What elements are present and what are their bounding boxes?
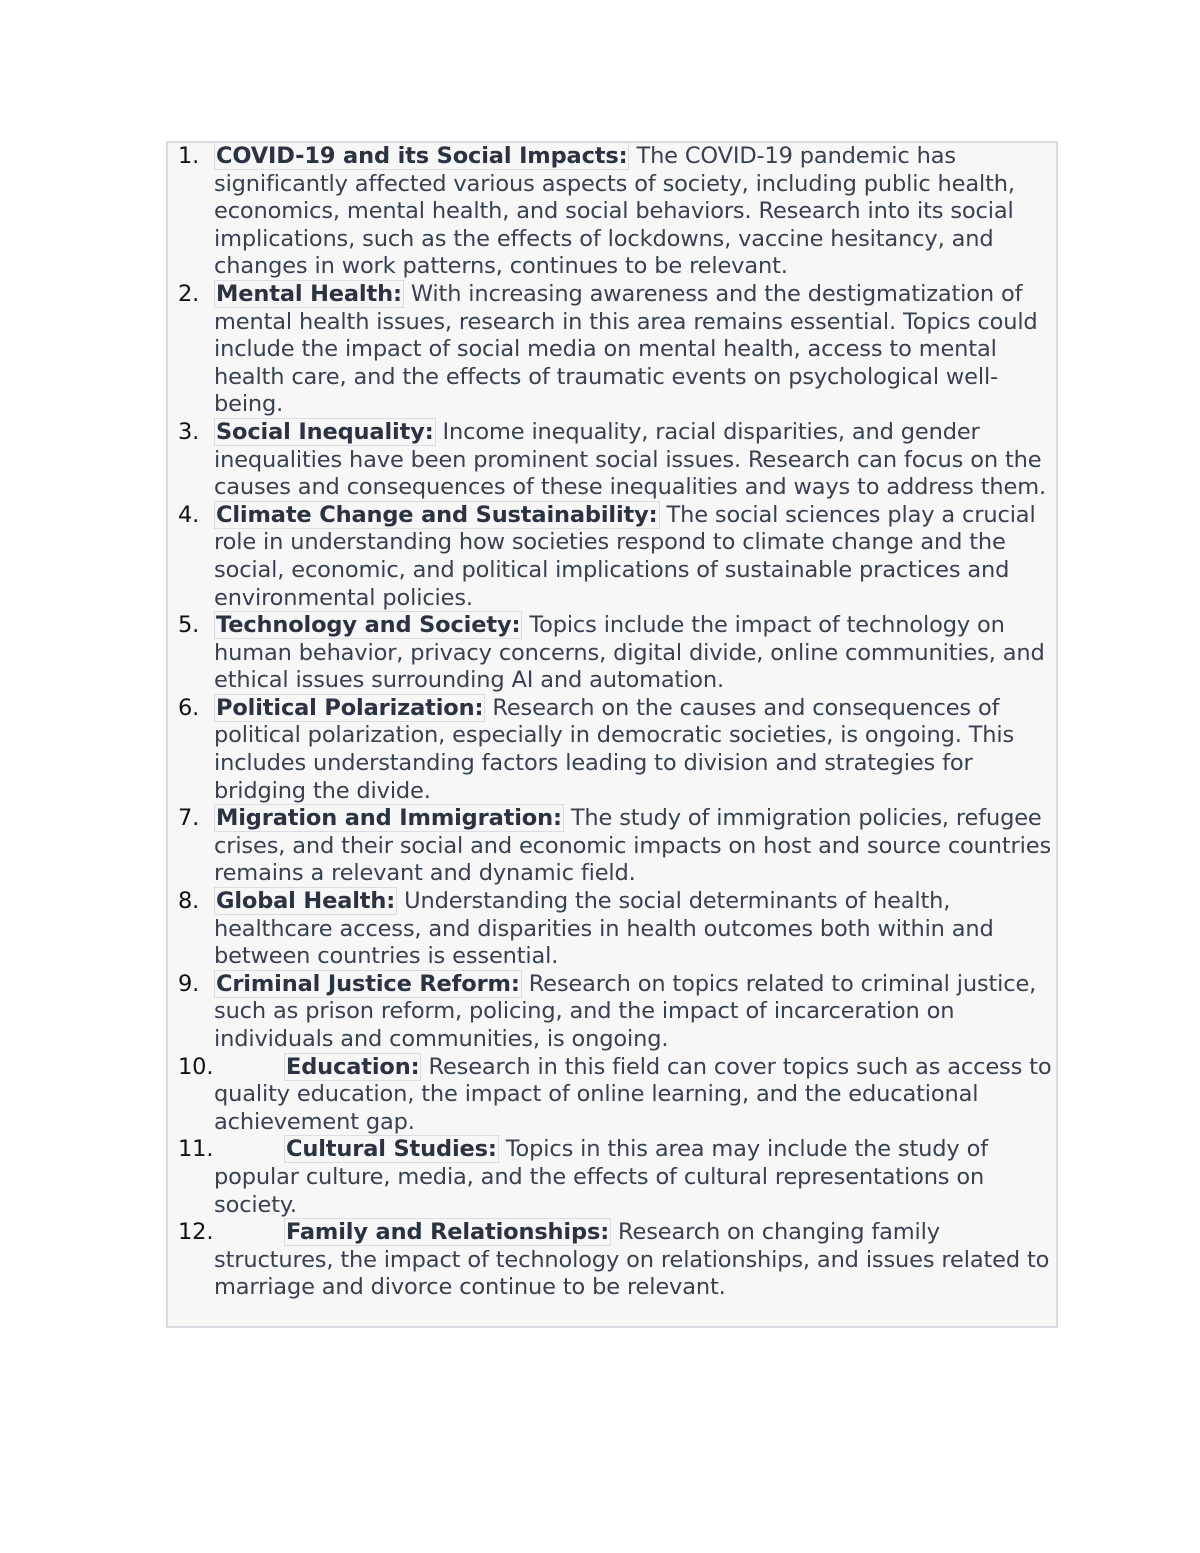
item-number: 4.	[178, 501, 200, 528]
item-text: The COVID-19 pandemic has significantly affected various aspects of society, including public health, economics, mental health, and social behaviors. Research into its social implications, such as the effects of lockdowns, vaccine hesitancy, and changes in work patterns, continues to be relevant.	[214, 143, 1015, 280]
list-item	[178, 805, 1058, 888]
list-item	[178, 1219, 1058, 1302]
item-text: Income inequality, racial disparities, and gender inequalities have been prominent social issues. Research can focus on the causes and consequences of these inequalities and ways to address them.	[214, 418, 1046, 501]
list-item	[178, 1054, 1058, 1137]
item-title: COVID-19 and its Social Impacts:	[216, 143, 628, 169]
item-text: Topics in this area may include the study of popular culture, media, and the effects of cultural representations on society.	[214, 1136, 988, 1218]
item-title: Technology and Society:	[216, 612, 521, 639]
topic-list	[178, 143, 1058, 1302]
item-number: 3.	[178, 418, 200, 445]
item-text: Research on changing family structures, the impact of technology on relationships, and issues related to marriage and divorce continue to be relevant.	[214, 1219, 1050, 1301]
item-text: Understanding the social determinants of health, healthcare access, and disparities in health outcomes both within and between countries is essential.	[214, 888, 994, 970]
list-item	[178, 612, 1058, 695]
item-number: 8.	[178, 888, 200, 915]
item-number: 7.	[178, 805, 200, 832]
list-item	[178, 695, 1058, 805]
list-item	[178, 419, 1058, 502]
item-title: Global Health:	[216, 888, 396, 915]
item-text: With increasing awareness and the destigmatization of mental health issues, research in this area remains essential. Topics could include the impact of social media on mental health, access to mental health care, and the effects of traumatic events on psychological well-being.	[214, 280, 1038, 418]
item-title: Family and Relationships:	[286, 1219, 610, 1246]
item-text: Research in this field can cover topics such as access to quality education, the impact of online learning, and the educational achievement gap.	[214, 1053, 1052, 1135]
item-title: Social Inequality:	[216, 418, 434, 445]
list-item	[178, 143, 1058, 281]
item-number: 2.	[178, 280, 200, 307]
item-text: The study of immigration policies, refugee crises, and their social and economic impacts on host and source countries remains a relevant and dynamic field.	[214, 805, 1052, 887]
item-title: Political Polarization:	[216, 694, 484, 721]
item-number: 11.	[178, 1136, 214, 1163]
item-number: 6.	[178, 694, 200, 721]
item-title: Cultural Studies:	[286, 1136, 497, 1163]
item-title: Migration and Immigration:	[216, 805, 562, 832]
item-text: Research on topics related to criminal justice, such as prison reform, policing, and the impact of incarceration on individuals and communities, is ongoing.	[214, 970, 1037, 1052]
item-title: Mental Health:	[216, 280, 402, 307]
item-number: 1.	[178, 143, 200, 169]
item-number: 12.	[178, 1219, 214, 1246]
item-text: The social sciences play a crucial role in understanding how societies respond to climate change and the social, economic, and political implications of sustainable practices and environmental policies.	[214, 501, 1036, 611]
list-item	[178, 971, 1058, 1054]
item-number: 10.	[178, 1053, 214, 1080]
list-item	[178, 888, 1058, 971]
item-text: Topics include the impact of technology on human behavior, privacy concerns, digital divide, online communities, and ethical issues surrounding AI and automation.	[214, 612, 1045, 694]
list-item	[178, 281, 1058, 419]
document-content-box	[166, 141, 1058, 1328]
item-title: Climate Change and Sustainability:	[216, 501, 658, 528]
item-number: 9.	[178, 970, 200, 997]
item-text: Research on the causes and consequences of political polarization, especially in democratic societies, is ongoing. This includes understanding factors leading to division and strategies for bridging the divide.	[214, 694, 1015, 804]
list-item	[178, 502, 1058, 612]
item-title: Education:	[286, 1053, 420, 1080]
list-item	[178, 1136, 1058, 1219]
item-title: Criminal Justice Reform:	[216, 970, 520, 997]
item-number: 5.	[178, 612, 200, 639]
